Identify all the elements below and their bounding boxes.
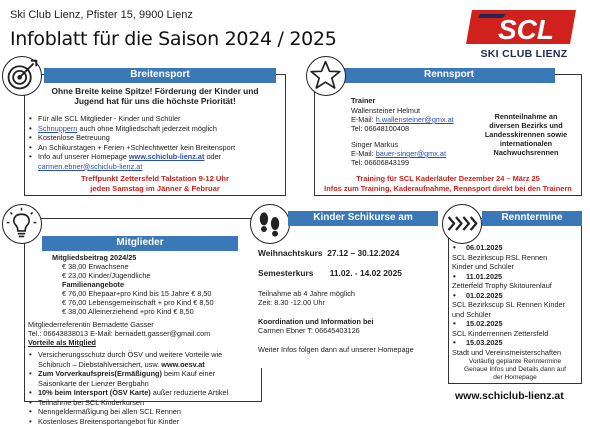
renntermine-note-1: Vorläufig geplante Renntermine [450,358,580,366]
event-line: Kinder und Schüler [452,262,565,272]
page-title: Infoblatt für die Saison 2024 / 2025 [10,28,337,50]
weihnachtskurs: Weihnachtskurs 27.12 – 30.12.2024 [258,249,399,259]
renntermine-note-2: Genaue Infos und Details dann auf [450,366,580,374]
teilnahme-note: Teilnahme ab 4 Jahre möglich [258,289,355,299]
event-line: SCL Bezirkscup RSL Rennen [452,253,565,263]
event-date: • 06.01.2025 [452,243,565,253]
semesterkurs: Semesterkurs 11.02. - 14.02 2025 [258,269,402,279]
training-line-1: Training für SCL Kaderläufer Dezember 24 – März 25 [316,174,580,184]
lightbulb-icon [2,204,42,244]
list-item: • Nenngeldermäßigung bei allen SCL Rennen [28,407,228,417]
schnuppern-link[interactable]: Schnuppern [38,124,77,133]
list-item [28,162,235,172]
rennteilnahme-5: Nachwuchsrennen [474,148,578,158]
list-item: • Kostenlose Betreuung [28,133,235,143]
list-item: • Info auf unserer Homepage www.schiclub-lienz.at oder [28,152,235,162]
rennsport-header: Rennsport [343,68,555,83]
koordination-title: Koordination und Information bei [258,317,374,327]
list-item: • Für alle SCL Mitglieder - Kinder und Schüler [28,114,235,124]
event-date: • 11.01.2025 [452,272,565,282]
footer-homepage-link[interactable]: www.schiclub-lienz.at [455,390,564,402]
rennteilnahme-3: Landesskirennen sowie [474,130,578,140]
event-date: • 01.02.2025 [452,291,565,301]
logo-badge-text: SCL [498,14,554,45]
chevrons-icon [442,204,482,244]
koordination-contact: Carmen Ebner T: 06645403126 [258,326,360,336]
trainer-label: Trainer [351,96,375,106]
trainer2-name: Singer Markus [351,140,398,150]
list-item: • Kostenloses Breitensportangebot für Kinder [28,417,228,426]
trainer2-email-link[interactable]: bauer-singer@gmx.at [376,149,446,158]
breitensport-list [28,114,235,171]
familie-lebensgemeinschaft: € 76,00 Lebensgemeinschaft + pro Kind € 8,50 [62,298,214,308]
referentin: Mitgliederreferentin Bernadette Gasser [28,320,154,330]
trainer2-email: E-Mail: bauer-singer@gmx.at [351,149,446,159]
familie-ehepaar: € 76,00 Ehepaar+pro Kind bis 15 Jahre € 8,50 [62,289,212,299]
renntermine-list [452,243,565,357]
training-line-2: Infos zum Training, Kaderaufnahme, Rennsport direkt bei den Trainern [316,184,580,194]
oesv-link[interactable]: www.oesv.at [161,360,204,369]
event-line: Zetterfeld Trophy Skitourenlauf [452,281,565,291]
beitrag-title: Mitgliedsbeitrag 2024/25 [52,253,136,263]
rennteilnahme-1: Rennteilnahme an [474,112,578,122]
list-item: • Teilnahme bei SCL Kinderkursen [28,398,228,408]
event-date: • 15.03.2025 [452,338,565,348]
zeit-note: Zeit: 8.30 -12.00 Uhr [258,298,325,308]
familie-alleinerziehend: € 38,00 Alleinerziehend +pro Kind € 8,50 [62,307,194,317]
logo-name: SKI CLUB LIENZ [466,48,582,60]
list-item: • Zum Vorverkaufspreis(Ermäßigung) beim Kauf einer [28,369,228,379]
weiter-infos: Weiter Infos folgen dann auf unserer Homepage [258,345,414,355]
beitrag-erwachsene: € 38,00 Erwachsene [62,262,129,272]
trainer1-name: Wallensteiner Helmut [351,106,420,116]
event-line: SCL Kinderrennen Zettersfeld [452,329,565,339]
mitglieder-header: Mitglieder [42,236,238,251]
vorteile-title: Vorteile als Mitglied [28,338,96,348]
kinder-header: Kinder Schikurse am Zettersfeld [288,211,438,226]
list-item: • Versicherungsschutz durch ÖSV und weitere Vorteile wie [28,350,228,360]
email-link[interactable]: carmen.ebner@schiclub-lienz.at [38,162,142,171]
logo-badge-icon [466,8,582,46]
renntermine-note-3: der Homepage [450,374,580,382]
breitensport-motto-1: Ohne Breite keine Spitze! Förderung der Kinder und [26,87,284,97]
club-address: Ski Club Lienz, Pfister 15, 9900 Lienz [10,9,193,21]
treffpunkt-line-2: jeden Samstag im Jänner & Februar [26,184,284,194]
list-item: • 10% beim Intersport (ÖSV Karte) außer reduzierte Artikel [28,388,228,398]
treffpunkt-line-1: Treffpunkt Zettersfeld Talstation 9-12 Uhr [26,174,284,184]
event-date: • 15.02.2025 [452,319,565,329]
trainer1-email-link[interactable]: h.wallensteiner@gmx.at [376,115,454,124]
star-icon [306,56,346,96]
scl-logo [466,8,582,64]
vorteile-list [28,350,228,426]
trainer1-phone: Tel: 06648100408 [351,124,409,134]
event-line: SCL Bezirkscup SL Rennen Kinder [452,300,565,310]
trainer2-phone: Tel: 06606843199 [351,158,409,168]
homepage-link[interactable]: www.schiclub-lienz.at [129,152,205,161]
event-line: Stadt und Vereinsmeisterschaften [452,348,565,358]
list-item: Saisonkarte der Lienzer Bergbahn [28,379,228,389]
list-item: • An Schikurstagen + Ferien +Schlechtwetter kein Breitensport [28,143,235,153]
rennteilnahme-4: internationalen [474,139,578,149]
breitensport-header: Breitensport [44,68,276,83]
familien-title: Familienangebote [62,280,124,290]
beitrag-kinder: € 23,00 Kinder/Jugendliche [62,271,150,281]
breitensport-motto-2: Jugend hat für uns die höchste Priorität! [26,97,284,107]
trainer1-email: E-Mail: h.wallensteiner@gmx.at [351,115,454,125]
event-line: und Schüler [452,310,565,320]
rennteilnahme-2: diversen Bezirks und [474,121,578,131]
list-item: • Schnuppern auch ohne Mitgliedschaft jederzeit möglich [28,124,235,134]
renntermine-header: Renntermine [482,211,582,226]
footprints-icon [250,204,290,244]
list-item: Schibruch – Diebstahlversichert, usw. www.oesv.at [28,360,228,370]
referentin-contact: Tel.: 06643838013 E-Mail: bernadett.gasser@gmail.com [28,329,210,339]
